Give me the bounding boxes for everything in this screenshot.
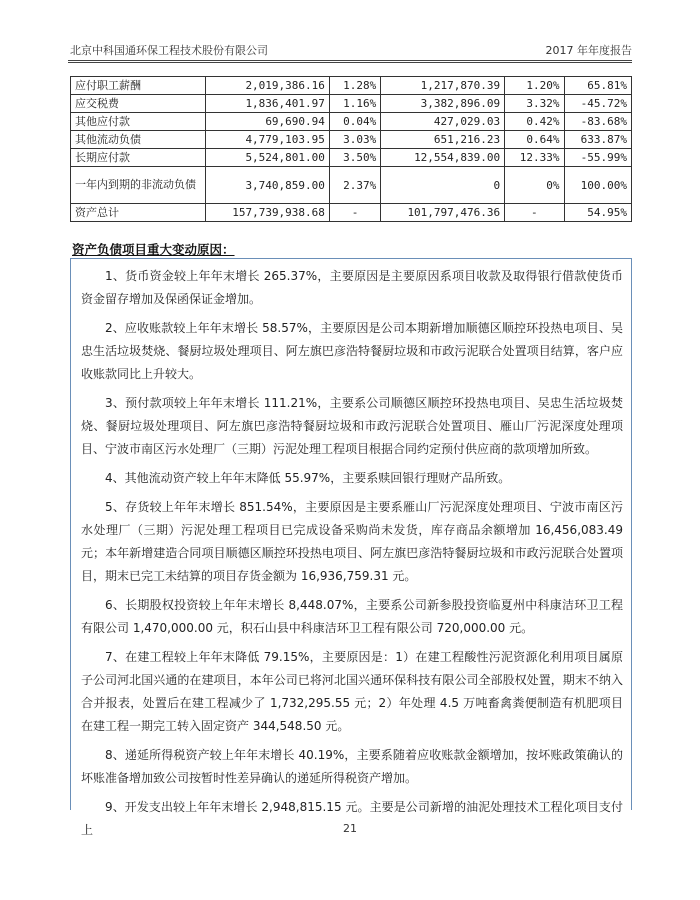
header-divider: [68, 62, 632, 63]
cell-change: -83.68%: [564, 113, 631, 131]
section-title: [72, 240, 235, 258]
cell-cur: 5,524,801.00: [206, 149, 330, 167]
cell-prev: 101,797,476.36: [381, 204, 505, 222]
paragraph: 3、预付款项较上年年末增长 111.21%，主要系公司顺德区顺控环投热电项目、吴忠生活垃圾焚烧、餐厨垃圾处理项目、阿左旗巴彦浩特餐厨垃圾和市政污泥联合处置项目、雁山厂污泥深度处理项目、宁波市南区污水处理厂（三期）污泥处理工程项目根据合同约定预付供应商的款项增加所致。: [81, 396, 623, 456]
cell-cur: 69,690.94: [206, 113, 330, 131]
explanation-box: [70, 258, 632, 837]
table-row: [71, 113, 632, 131]
cell-change: 54.95%: [564, 204, 631, 222]
paragraph: 4、其他流动资产较上年年末降低 55.97%，主要系赎回银行理财产品所致。: [105, 471, 511, 485]
cell-cur: 2,019,386.16: [206, 77, 330, 95]
cell-cur-pct: 3.50%: [329, 149, 380, 167]
cell-prev-pct: 3.32%: [505, 95, 564, 113]
liabilities-table: [70, 76, 632, 222]
cell-prev: 427,029.03: [381, 113, 505, 131]
report-title: 2017 年年度报告: [545, 44, 632, 57]
table-row: [71, 131, 632, 149]
cell-name: 应交税费: [71, 95, 206, 113]
cell-cur-pct: 2.37%: [329, 167, 380, 204]
table-row: [71, 77, 632, 95]
cell-change: -45.72%: [564, 95, 631, 113]
cell-name: 应付职工薪酬: [71, 77, 206, 95]
cell-prev-pct: 0%: [505, 167, 564, 204]
cell-prev-pct: 0.42%: [505, 113, 564, 131]
cell-cur: 157,739,938.68: [206, 204, 330, 222]
cell-prev-pct: 0.64%: [505, 131, 564, 149]
cell-name: 其他流动负债: [71, 131, 206, 149]
table-row: [71, 95, 632, 113]
paragraph: 9、开发支出较上年年末增长 2,948,815.15 元。主要是公司新增的油泥处理技术工程化项目支付上: [81, 800, 623, 837]
cell-cur: 4,779,103.95: [206, 131, 330, 149]
cell-change: 65.81%: [564, 77, 631, 95]
paragraph: 1、货币资金较上年年末增长 265.37%，主要原因是主要原因系项目收款及取得银行借款使货币资金留存增加及保函保证金增加。: [81, 269, 623, 306]
cell-name: 长期应付款: [71, 149, 206, 167]
table-row: [71, 167, 632, 204]
table-row: [71, 149, 632, 167]
cell-change: 100.00%: [564, 167, 631, 204]
paragraph: 8、递延所得税资产较上年年末增长 40.19%，主要系随着应收账款金额增加，按坏账政策确认的坏账准备增加致公司按暂时性差异确认的递延所得税资产增加。: [81, 748, 623, 785]
cell-prev: 12,554,839.00: [381, 149, 505, 167]
paragraph: 7、在建工程较上年年末降低 79.15%，主要原因是：1）在建工程酸性污泥资源化利用项目属原子公司河北国兴通的在建项目，本年公司已将河北国兴通环保科技有限公司全部股权处置，期末不纳入合并报表，处置后在建工程减少了 1,732,295.55 元；2）年处理 4.5 万吨畜禽粪便制造有机肥项目在建工程一期完工转入固定资产 344,548.50 元。: [81, 650, 623, 733]
cell-prev-pct: 1.20%: [505, 77, 564, 95]
paragraph: 6、长期股权投资较上年年末增长 8,448.07%，主要系公司新参股投资临夏州中科康洁环卫工程有限公司 1,470,000.00 元，积石山县中科康洁环卫工程有限公司 720,000.00 元。: [81, 598, 623, 635]
cell-prev-pct: -: [505, 204, 564, 222]
cell-cur-pct: 0.04%: [329, 113, 380, 131]
paragraph: 5、存货较上年年末增长 851.54%，主要原因是主要系雁山厂污泥深度处理项目、宁波市南区污水处理厂（三期）污泥处理工程项目已完成设备采购尚未发货，库存商品余额增加 16,456,083.49 元；本年新增建造合同项目顺德区顺控环投热电项目、阿左旗巴彦浩特餐厨垃圾和市政污泥联合处置项目，期末已完工未结算的项目存货金额为 16,936,759.31 元。: [81, 500, 623, 583]
cell-name: 资产总计: [71, 204, 206, 222]
cell-name: 其他应付款: [71, 113, 206, 131]
page-header: [68, 40, 632, 61]
cell-change: 633.87%: [564, 131, 631, 149]
page-number: 21: [343, 822, 357, 835]
cell-cur: 1,836,401.97: [206, 95, 330, 113]
cell-cur-pct: 3.03%: [329, 131, 380, 149]
cell-cur-pct: -: [329, 204, 380, 222]
paragraph: 2、应收账款较上年年末增长 58.57%，主要原因是公司本期新增加顺德区顺控环投热电项目、吴忠生活垃圾焚烧、餐厨垃圾处理项目、阿左旗巴彦浩特餐厨垃圾和市政污泥联合处置项目结算，客户应收账款同比上升较大。: [81, 321, 623, 381]
cell-cur: 3,740,859.00: [206, 167, 330, 204]
cell-prev: 0: [381, 167, 505, 204]
cell-prev: 1,217,870.39: [381, 77, 505, 95]
cell-prev: 651,216.23: [381, 131, 505, 149]
cell-prev-pct: 12.33%: [505, 149, 564, 167]
cell-cur-pct: 1.28%: [329, 77, 380, 95]
company-name: 北京中科国通环保工程技术股份有限公司: [70, 44, 268, 57]
cell-prev: 3,382,896.09: [381, 95, 505, 113]
cell-cur-pct: 1.16%: [329, 95, 380, 113]
table-row: [71, 204, 632, 222]
section-title-text: 资产负债项目重大变动原因：: [72, 242, 235, 257]
cell-change: -55.99%: [564, 149, 631, 167]
cell-name: 一年内到期的非流动负债: [71, 167, 206, 204]
